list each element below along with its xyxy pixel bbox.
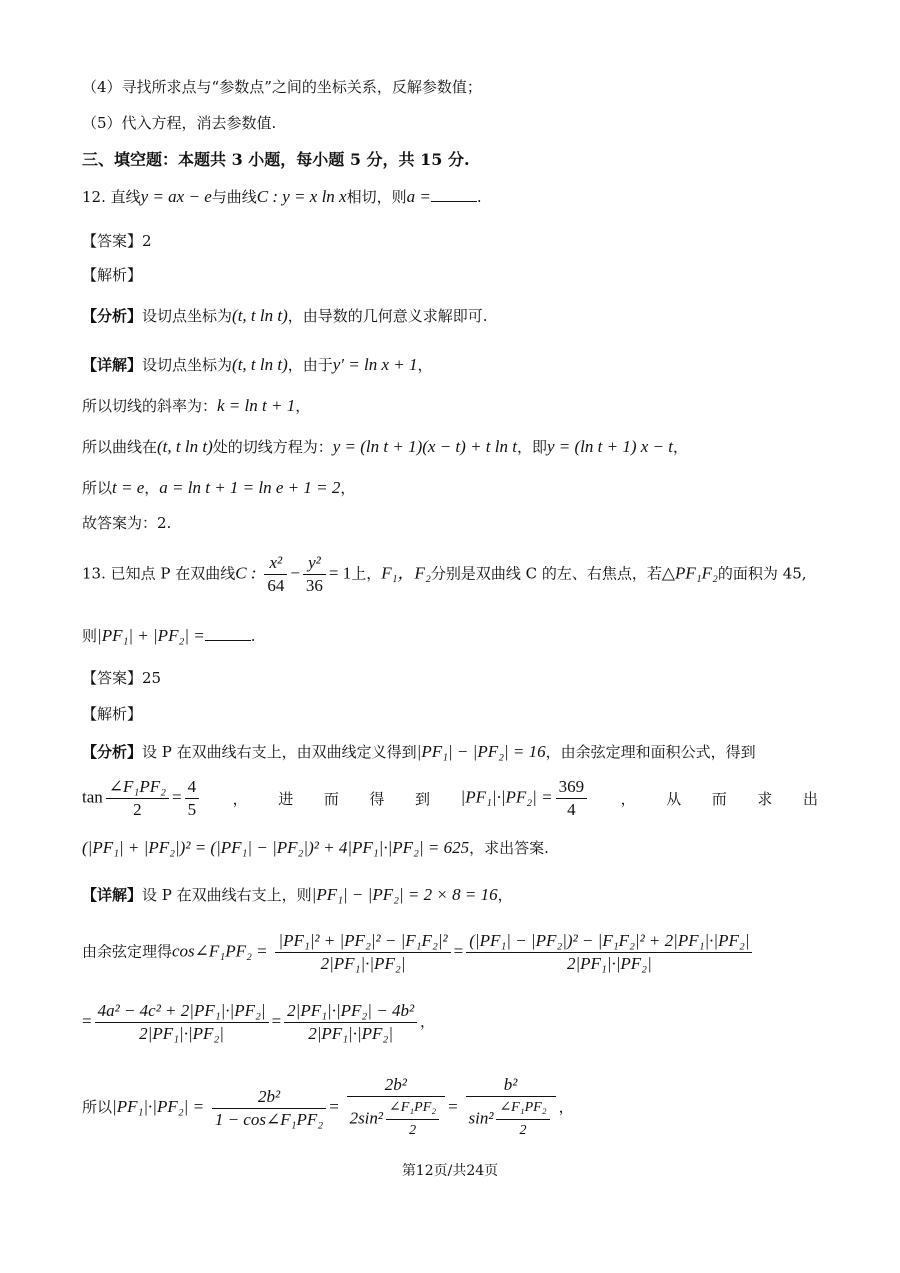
q13-ask: 则|PF₁| + |PF₂| = . [82, 626, 256, 645]
q12-fenxi: 【分析】设切点坐标为(t, t ln t)，由导数的几何意义求解即可. [82, 306, 488, 325]
q13-fenxi-tan: tan $\frac{\text{∠F₁PF₂}}{2}$ = $\frac{4}{5}$ ， 进 而 得 到 |PF₁|·|PF₂| = $\frac{369}{4}$ ， 从 而 求 出 [82, 777, 818, 819]
hyperbola-x-fraction: $\frac{\text{x²}}{64}$ [264, 552, 287, 597]
q12-tangent-line: 所以曲线在(t, t ln t)处的切线方程为：y = (ln t + 1)(x − t) + t ln t，即y = (ln t + 1) x − t， [82, 437, 688, 456]
q12-solve: 所以t = e，a = ln t + 1 = ln e + 1 = 2， [82, 478, 356, 497]
q12-analysis-label: 【解析】 [82, 266, 143, 284]
answer-blank [431, 187, 477, 202]
answer-blank [205, 626, 251, 641]
q12-answer: 【答案】2 [82, 232, 152, 250]
question-12: 12. 直线y = ax − e与曲线C : y = x ln x相切，则a = . [82, 187, 482, 206]
q13-cosine-cont: = $\frac{\text{4a² − 4c² + 2|PF₁|·|PF₂|}}{\text{2|PF₁|·|PF₂|}}$ = $\frac{\text{2|PF₁|·|PF₂| − 4b²}}{\text{2|PF₁|·|PF₂|}}$ ， [82, 1001, 436, 1043]
step-4: （4）寻找所求点与“参数点”之间的坐标关系，反解参数值； [82, 78, 482, 96]
q12-final: 故答案为：2. [82, 514, 172, 532]
q12-slope: 所以切线的斜率为：k = ln t + 1， [82, 396, 311, 415]
q13-product: 所以|PF₁|·|PF₂| = $\frac{\text{2b²}}{\text{1 − cos∠F₁PF₂}}$ = 2b² 2sin² $\frac{\text{∠F₁PF₂}}{2}$ = b² sin² $\frac{\text{∠F₁PF₂}}{2}$ ， [82, 1075, 574, 1138]
step-5: （5）代入方程，消去参数值. [82, 114, 277, 132]
q13-analysis-label: 【解析】 [82, 705, 143, 723]
q13-identity: (|PF₁| + |PF₂|)² = (|PF₁| − |PF₂|)² + 4|PF₁|·|PF₂| = 625，求出答案. [82, 838, 549, 857]
hyperbola-y-fraction: $\frac{\text{y²}}{36}$ [303, 552, 326, 597]
section-3-title: 三、填空题：本题共 3 小题，每小题 5 分，共 15 分. [82, 150, 470, 169]
q13-xiangjie: 【详解】设 P 在双曲线右支上，则|PF₁| − |PF₂| = 2 × 8 = 16， [82, 885, 513, 904]
q13-fenxi: 【分析】设 P 在双曲线右支上，由双曲线定义得到|PF₁| − |PF₂| = 16，由余弦定理和面积公式，得到 [82, 742, 756, 761]
q13-answer: 【答案】25 [82, 669, 162, 687]
page-footer: 第12页/共24页 [401, 1163, 499, 1179]
question-13: 13. 已知点 P 在双曲线C : $\frac{\text{x²}}{64}$ − $\frac{\text{y²}}{36}$ = 1上，F₁，F₂分别是双曲线 C 的左、右焦点，若△PF₁F₂的面积为 45, [82, 553, 807, 595]
q13-cosine-law: 由余弦定理得cos∠F₁PF₂ = $\frac{\text{|PF₁|² + |PF₂|² − |F₁F₂|²}}{\text{2|PF₁|·|PF₂|}}$ = $\frac{\text{(|PF₁| − |PF₂|)² − |F₁F₂|² + 2|PF₁|·|PF₂|}}{\text{2|PF₁|·|PF₂|}}$ [82, 930, 755, 975]
q12-xiangjie: 【详解】设切点坐标为(t, t ln t)，由于y′ = ln x + 1， [82, 355, 433, 374]
